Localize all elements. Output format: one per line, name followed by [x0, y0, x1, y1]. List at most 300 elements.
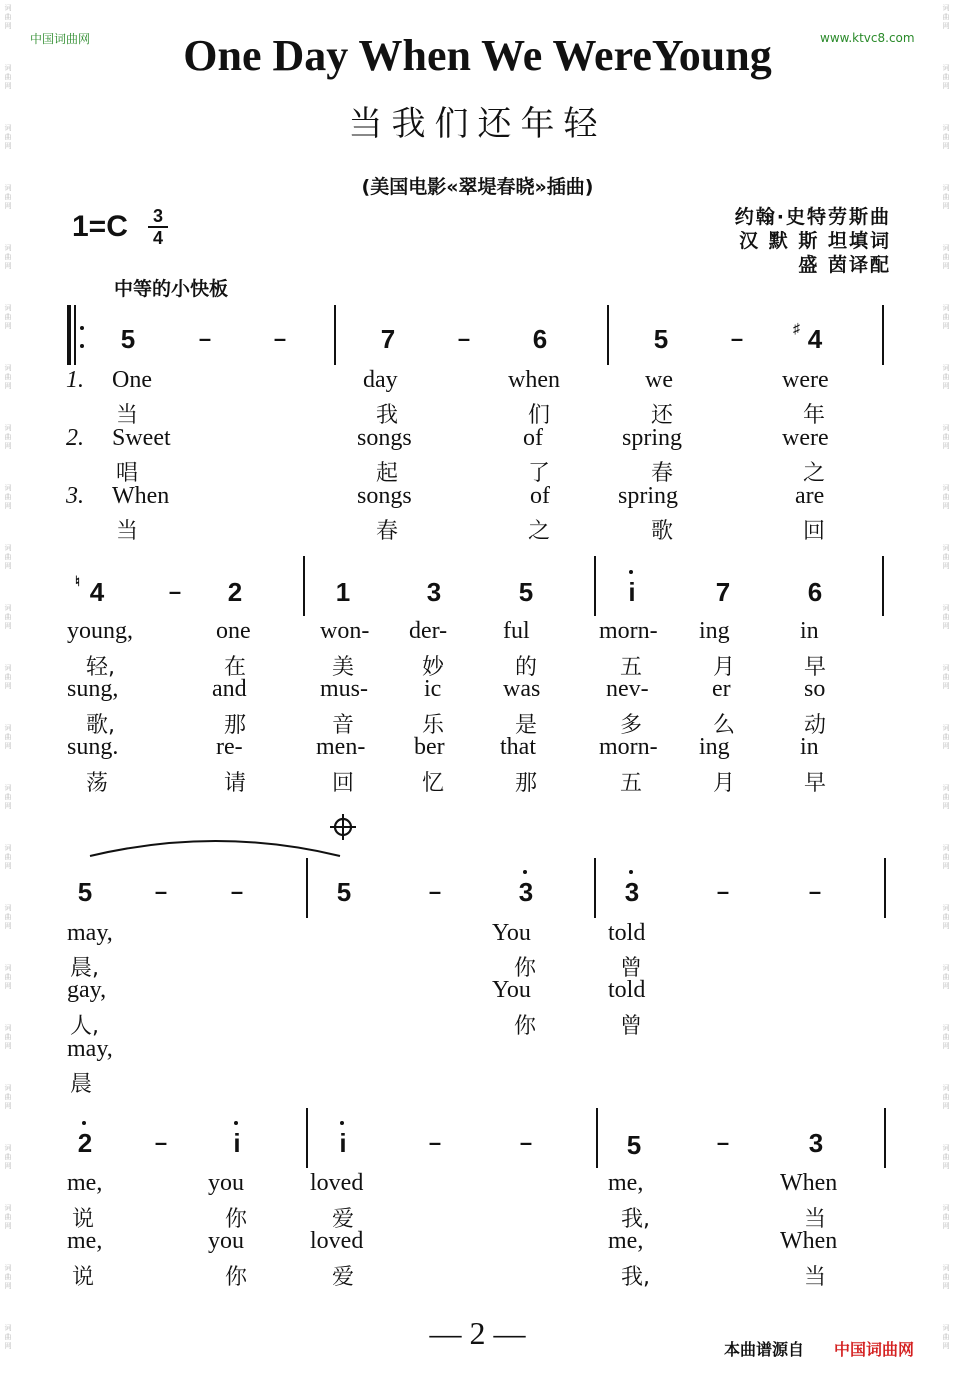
watermark-char: 词: [942, 1324, 950, 1332]
watermark-char: 曲: [4, 1033, 12, 1041]
watermark-char: 曲: [942, 193, 950, 201]
high-octave-dot: [234, 1121, 238, 1125]
lyric: 唱: [116, 461, 139, 486]
lyric: 早: [804, 771, 827, 796]
lyric: may,: [67, 1036, 113, 1062]
watermark-char: 词: [4, 4, 12, 12]
song-title: One Day When We WereYoung: [183, 31, 772, 80]
dash: –: [198, 326, 212, 351]
lyric: mus-: [320, 676, 368, 702]
lyric: 你: [514, 956, 537, 981]
lyric: 人,: [70, 1014, 99, 1039]
watermark-char: 曲: [942, 73, 950, 81]
dash: –: [428, 1130, 442, 1155]
watermark-char: 网: [942, 82, 950, 90]
lyric: 荡: [86, 771, 109, 796]
watermark-char: 网: [4, 142, 12, 150]
watermark-char: 词: [4, 184, 12, 192]
lyric: Sweet: [112, 425, 171, 451]
watermark-char: 词: [942, 424, 950, 432]
lyric: was: [503, 676, 541, 702]
lyric: gay,: [67, 977, 107, 1003]
watermark-char: 曲: [942, 1333, 950, 1341]
lyric: 还: [651, 403, 674, 428]
barline: [607, 305, 609, 365]
repeat-dot-top: [80, 326, 84, 330]
left-watermark-strip: [3, 0, 13, 1385]
note-sharp: [793, 320, 830, 355]
note-value: i: [339, 1128, 347, 1158]
watermark-char: 曲: [942, 313, 950, 321]
lyric: 请: [224, 771, 247, 796]
watermark-char: 曲: [4, 133, 12, 141]
watermark-char: 网: [4, 22, 12, 30]
watermark-char: 词: [942, 1204, 950, 1212]
lyric: 歌: [651, 519, 674, 544]
tie-arc: [88, 836, 343, 860]
note: 3: [426, 577, 442, 607]
watermark-char: 曲: [942, 1213, 950, 1221]
watermark-right[interactable]: www.ktvc8.com: [820, 31, 915, 45]
dash: –: [808, 879, 822, 904]
lyric: ful: [503, 618, 530, 644]
high-octave-dot: [340, 1121, 344, 1125]
lyric: 当: [804, 1265, 827, 1290]
lyric: you: [208, 1170, 244, 1196]
lyric: 回: [803, 519, 826, 544]
barline: [884, 1108, 886, 1168]
watermark-char: 网: [942, 562, 950, 570]
watermark-char: 词: [4, 304, 12, 312]
lyric: won-: [320, 618, 370, 644]
note-high: [70, 1128, 100, 1159]
tempo-marking: 中等的小快板: [114, 278, 229, 300]
note: 1: [335, 577, 351, 607]
watermark-char: 曲: [942, 913, 950, 921]
time-signature: [148, 206, 168, 248]
lyric: 乐: [422, 713, 445, 738]
watermark-char: 网: [942, 382, 950, 390]
watermark-char: 网: [942, 1102, 950, 1110]
watermark-char: 曲: [4, 1273, 12, 1281]
watermark-char: 网: [942, 922, 950, 930]
lyric: 之: [528, 519, 551, 544]
watermark-char: 网: [942, 262, 950, 270]
lyric: 那: [224, 713, 247, 738]
watermark-char: 曲: [942, 1273, 950, 1281]
dash: –: [230, 879, 244, 904]
watermark-char: 词: [942, 484, 950, 492]
time-unit: 4: [148, 226, 168, 248]
lyric: 爱: [332, 1207, 355, 1232]
dash: –: [273, 326, 287, 351]
barline: [882, 556, 884, 616]
lyric: 说: [72, 1265, 95, 1290]
watermark-char: 曲: [4, 73, 12, 81]
lyric: men-: [316, 734, 366, 760]
watermark-char: 词: [942, 724, 950, 732]
watermark-char: 网: [4, 1222, 12, 1230]
credit-composer: 约翰·史特劳斯曲: [734, 206, 891, 228]
verse-number: 3.: [66, 483, 84, 509]
watermark-char: 曲: [942, 973, 950, 981]
note-value: 4: [89, 577, 105, 607]
lyric: ing: [699, 734, 730, 760]
lyric: ic: [424, 676, 442, 702]
watermark-char: 词: [942, 4, 950, 12]
lyric: songs: [357, 483, 412, 509]
watermark-char: 词: [942, 64, 950, 72]
watermark-char: 网: [942, 22, 950, 30]
watermark-char: 网: [942, 1342, 950, 1350]
dash: –: [730, 326, 744, 351]
lyric: sung.: [67, 734, 119, 760]
watermark-char: 网: [4, 1162, 12, 1170]
watermark-char: 网: [4, 1342, 12, 1350]
watermark-char: 词: [942, 784, 950, 792]
watermark-char: 曲: [942, 553, 950, 561]
lyric: songs: [357, 425, 412, 451]
watermark-char: 曲: [4, 493, 12, 501]
lyric: 春: [651, 461, 674, 486]
note-value: 3: [624, 877, 640, 907]
watermark-char: 网: [4, 982, 12, 990]
watermark-char: 曲: [942, 253, 950, 261]
lyric: 美: [332, 655, 355, 680]
dash: –: [716, 1130, 730, 1155]
lyric: spring: [622, 425, 682, 451]
watermark-char: 网: [942, 1222, 950, 1230]
watermark-char: 曲: [942, 1033, 950, 1041]
watermark-char: 词: [942, 1084, 950, 1092]
watermark-char: 网: [4, 82, 12, 90]
lyric: 么: [713, 713, 736, 738]
lyric: 你: [225, 1265, 248, 1290]
watermark-char: 曲: [942, 433, 950, 441]
watermark-char: 曲: [4, 13, 12, 21]
lyric: 曾: [620, 956, 643, 981]
lyric: 动: [804, 713, 827, 738]
watermark-char: 词: [942, 604, 950, 612]
watermark-char: 词: [4, 124, 12, 132]
dash: –: [154, 1130, 168, 1155]
note-high: [328, 1128, 358, 1159]
lyric: 歌,: [86, 713, 115, 738]
dash: –: [519, 1130, 533, 1155]
lyric: 音: [332, 713, 355, 738]
repeat-barline-thin: [74, 305, 76, 365]
watermark-char: 词: [4, 1324, 12, 1332]
footer-label: 本曲谱源自: [724, 1340, 805, 1359]
lyric: 月: [713, 771, 736, 796]
watermark-char: 词: [4, 244, 12, 252]
lyric: When: [780, 1170, 838, 1196]
lyric: 早: [804, 655, 827, 680]
lyric: 我,: [621, 1207, 650, 1232]
lyric: and: [212, 676, 247, 702]
watermark-char: 词: [942, 184, 950, 192]
watermark-char: 网: [942, 802, 950, 810]
watermark-char: 网: [4, 382, 12, 390]
watermark-char: 曲: [4, 373, 12, 381]
watermark-char: 网: [942, 142, 950, 150]
lyric: told: [608, 920, 646, 946]
lyric: 忆: [422, 771, 445, 796]
watermark-char: 词: [4, 64, 12, 72]
lyric: me,: [608, 1170, 644, 1196]
lyric: 春: [376, 519, 399, 544]
watermark-char: 曲: [4, 793, 12, 801]
note: 5: [653, 324, 669, 354]
note-high: [222, 1128, 252, 1159]
lyric: 那: [515, 771, 538, 796]
watermark-char: 词: [942, 1144, 950, 1152]
lyric: der-: [409, 618, 448, 644]
watermark-char: 曲: [942, 133, 950, 141]
note-value: 4: [807, 324, 823, 354]
watermark-char: 网: [4, 262, 12, 270]
lyric: when: [508, 367, 560, 393]
sharp-icon: ♯: [793, 320, 800, 336]
lyric: 当: [116, 519, 139, 544]
watermark-char: 词: [4, 1204, 12, 1212]
lyric: ing: [699, 618, 730, 644]
lyric: 我: [376, 403, 399, 428]
note: 5: [120, 324, 136, 354]
barline: [594, 556, 596, 616]
note-value: i: [233, 1128, 241, 1158]
note: 5: [518, 577, 534, 607]
watermark-char: 网: [4, 682, 12, 690]
lyric: 在: [224, 655, 247, 680]
lyric: 说: [72, 1207, 95, 1232]
lyric: 是: [515, 713, 538, 738]
lyric: loved: [310, 1228, 364, 1254]
lyric: that: [500, 734, 536, 760]
lyric: 当: [116, 403, 139, 428]
watermark-char: 曲: [4, 1093, 12, 1101]
watermark-char: 词: [4, 904, 12, 912]
watermark-char: 网: [942, 442, 950, 450]
lyric: You: [492, 920, 531, 946]
lyric: loved: [310, 1170, 364, 1196]
barline: [334, 305, 336, 365]
lyric: er: [712, 676, 731, 702]
watermark-char: 曲: [942, 613, 950, 621]
barline: [303, 556, 305, 616]
watermark-char: 曲: [942, 1153, 950, 1161]
lyric: 月: [713, 655, 736, 680]
note-high: [511, 877, 541, 908]
dash: –: [457, 326, 471, 351]
note: 5: [336, 877, 352, 907]
note-value: i: [628, 577, 636, 607]
high-octave-dot: [82, 1121, 86, 1125]
song-source: (美国电影«翠堤春晓»插曲): [361, 176, 594, 198]
credit-lyricist: 汉 默 斯 坦填词: [739, 230, 891, 252]
watermark-char: 网: [942, 322, 950, 330]
watermark-char: 曲: [942, 853, 950, 861]
watermark-char: 网: [4, 202, 12, 210]
watermark-char: 词: [942, 304, 950, 312]
watermark-char: 词: [4, 964, 12, 972]
watermark-char: 曲: [942, 673, 950, 681]
watermark-char: 网: [4, 922, 12, 930]
watermark-char: 词: [4, 604, 12, 612]
watermark-char: 词: [4, 1024, 12, 1032]
watermark-char: 词: [942, 964, 950, 972]
lyric: 轻,: [86, 655, 115, 680]
lyric: sung,: [67, 676, 119, 702]
watermark-char: 词: [942, 364, 950, 372]
watermark-char: 曲: [4, 1153, 12, 1161]
right-watermark-strip: [941, 0, 951, 1385]
watermark-char: 网: [4, 862, 12, 870]
watermark-char: 曲: [4, 433, 12, 441]
watermark-char: 词: [4, 1264, 12, 1272]
watermark-char: 网: [942, 1162, 950, 1170]
lyric: 曾: [620, 1014, 643, 1039]
barline: [306, 1108, 308, 1168]
watermark-char: 曲: [4, 913, 12, 921]
dash: –: [168, 579, 182, 604]
watermark-left[interactable]: 中国词曲网: [30, 32, 91, 46]
lyric: day: [363, 367, 398, 393]
note-natural: [75, 573, 112, 608]
watermark-char: 网: [4, 622, 12, 630]
watermark-char: 词: [942, 124, 950, 132]
verse-number: 1.: [66, 367, 84, 393]
watermark-char: 曲: [942, 493, 950, 501]
watermark-char: 网: [4, 802, 12, 810]
barline: [884, 858, 886, 918]
watermark-char: 网: [4, 442, 12, 450]
note-value: 3: [518, 877, 534, 907]
watermark-char: 词: [942, 544, 950, 552]
note: 2: [227, 577, 243, 607]
lyric: 当: [804, 1207, 827, 1232]
note-high: [617, 877, 647, 908]
dash: –: [154, 879, 168, 904]
lyric: When: [780, 1228, 838, 1254]
lyric: nev-: [606, 676, 649, 702]
note: 5: [77, 877, 93, 907]
natural-icon: ♮: [75, 573, 81, 589]
lyric: 你: [514, 1014, 537, 1039]
watermark-char: 网: [4, 562, 12, 570]
credit-translator: 盛 茵译配: [798, 254, 891, 276]
lyric: in: [800, 618, 819, 644]
lyric: You: [492, 977, 531, 1003]
watermark-char: 曲: [4, 673, 12, 681]
lyric: 五: [620, 655, 643, 680]
watermark-char: 词: [942, 1264, 950, 1272]
lyric: me,: [67, 1228, 103, 1254]
watermark-char: 网: [942, 1282, 950, 1290]
watermark-char: 曲: [4, 613, 12, 621]
dash: –: [716, 879, 730, 904]
note: 6: [532, 324, 548, 354]
repeat-dot-bottom: [80, 344, 84, 348]
lyric: ber: [414, 734, 445, 760]
watermark-char: 词: [4, 784, 12, 792]
time-beats: 3: [152, 206, 163, 226]
lyric: me,: [608, 1228, 644, 1254]
lyric: of: [523, 425, 543, 451]
lyric: 们: [528, 403, 551, 428]
watermark-char: 网: [942, 742, 950, 750]
watermark-char: 网: [4, 1282, 12, 1290]
lyric: re-: [216, 734, 243, 760]
note-high: [617, 577, 647, 608]
key-signature: 1=C: [72, 210, 128, 243]
watermark-char: 词: [4, 664, 12, 672]
high-octave-dot: [629, 570, 633, 574]
barline: [306, 858, 308, 918]
watermark-char: 曲: [942, 373, 950, 381]
lyric: me,: [67, 1170, 103, 1196]
note: 6: [807, 577, 823, 607]
note: 7: [380, 324, 396, 354]
watermark-char: 网: [942, 982, 950, 990]
note: 5: [626, 1130, 642, 1160]
lyric: we: [645, 367, 673, 393]
lyric: morn-: [599, 734, 658, 760]
lyric: 妙: [422, 655, 445, 680]
note: 7: [715, 577, 731, 607]
watermark-char: 词: [4, 544, 12, 552]
lyric: One: [112, 367, 152, 393]
watermark-char: 词: [942, 664, 950, 672]
lyric: told: [608, 977, 646, 1003]
watermark-char: 曲: [942, 793, 950, 801]
lyric: 多: [620, 713, 643, 738]
lyric: 爱: [332, 1265, 355, 1290]
watermark-char: 网: [4, 322, 12, 330]
watermark-char: 曲: [4, 733, 12, 741]
watermark-char: 词: [4, 844, 12, 852]
note: 3: [808, 1128, 824, 1158]
watermark-char: 曲: [4, 553, 12, 561]
repeat-barline-thick: [67, 305, 71, 365]
watermark-char: 曲: [942, 1093, 950, 1101]
lyric: 之: [803, 461, 826, 486]
lyric: young,: [67, 618, 133, 644]
lyric: you: [208, 1228, 244, 1254]
lyric: 了: [528, 461, 551, 486]
lyric: spring: [618, 483, 678, 509]
lyric: were: [782, 367, 829, 393]
watermark-char: 词: [4, 1144, 12, 1152]
lyric: 你: [225, 1207, 248, 1232]
lyric: 五: [620, 771, 643, 796]
watermark-char: 曲: [942, 13, 950, 21]
barline: [882, 305, 884, 365]
lyric: may,: [67, 920, 113, 946]
watermark-char: 曲: [4, 973, 12, 981]
dash: –: [428, 879, 442, 904]
watermark-char: 曲: [4, 253, 12, 261]
lyric: 回: [332, 771, 355, 796]
watermark-char: 网: [4, 1042, 12, 1050]
lyric: When: [112, 483, 170, 509]
lyric: 晨: [70, 1072, 93, 1097]
watermark-char: 曲: [4, 193, 12, 201]
watermark-char: 曲: [4, 1333, 12, 1341]
lyric: 晨,: [70, 956, 99, 981]
watermark-char: 曲: [942, 733, 950, 741]
footer-site-link[interactable]: 中国词曲网: [834, 1340, 915, 1359]
